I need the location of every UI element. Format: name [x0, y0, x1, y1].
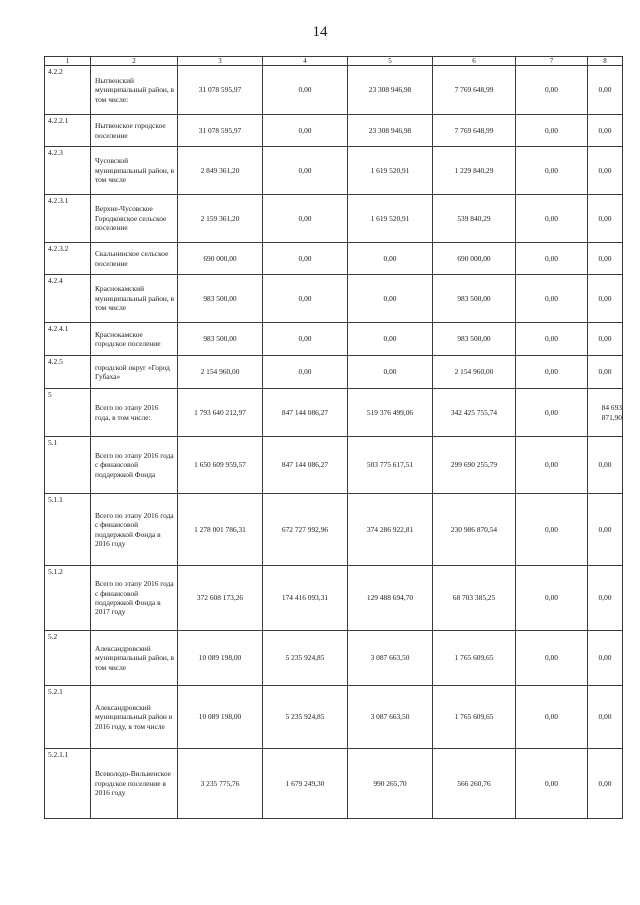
cell-col8-value: 0,00 — [598, 367, 612, 377]
row-number: 4.2.4.1 — [45, 323, 91, 356]
cell-total: 1 793 640 212,97 — [178, 389, 263, 437]
cell-col8-value: 0,00 — [598, 125, 612, 135]
cell-col7: 0,00 — [516, 323, 588, 356]
cell-col7: 0,00 — [516, 356, 588, 389]
cell-regional: 990 265,70 — [348, 749, 433, 819]
row-name: городской округ «Город Губаха» — [91, 356, 178, 389]
cell-col8 — [588, 66, 623, 115]
row-number: 4.2.3.2 — [45, 243, 91, 275]
cell-col8-value: 0,00 — [598, 712, 612, 722]
cell-total: 10 089 198,00 — [178, 686, 263, 749]
cell-fund: 0,00 — [263, 115, 348, 147]
cell-regional: 23 308 946,98 — [348, 115, 433, 147]
row-name: Чусовской муниципальный район, в том числе — [91, 147, 178, 195]
table-row — [45, 66, 623, 115]
cell-total: 690 000,00 — [178, 243, 263, 275]
row-number: 4.2.3.1 — [45, 195, 91, 243]
column-header: 6 — [433, 57, 516, 66]
cell-total: 3 235 775,76 — [178, 749, 263, 819]
cell-fund: 0,00 — [263, 243, 348, 275]
cell-local: 230 986 870,54 — [433, 494, 516, 566]
row-number: 4.2.4 — [45, 275, 91, 323]
cell-col7: 0,00 — [516, 749, 588, 819]
cell-col8-value: 84 693 871,90 — [601, 403, 622, 422]
row-number: 4.2.2.1 — [45, 115, 91, 147]
cell-fund: 1 679 249,30 — [263, 749, 348, 819]
cell-total: 10 089 198,00 — [178, 631, 263, 686]
cell-col8-value: 0,00 — [598, 334, 612, 344]
cell-col7: 0,00 — [516, 115, 588, 147]
cell-col8 — [588, 631, 623, 686]
row-name: Всего по этапу 2016 года, в том числе: — [91, 389, 178, 437]
row-number: 5.1.2 — [45, 566, 91, 631]
table-row — [45, 243, 623, 275]
cell-col8 — [588, 115, 623, 147]
table-row — [45, 631, 623, 686]
cell-fund: 0,00 — [263, 195, 348, 243]
cell-col8 — [588, 437, 623, 494]
cell-regional: 519 376 499,06 — [348, 389, 433, 437]
row-number: 5.2.1 — [45, 686, 91, 749]
cell-col8-value: 0,00 — [598, 165, 612, 175]
row-name: Александровский муниципальный район в 2016 году, в том числе — [91, 686, 178, 749]
row-number: 4.2.5 — [45, 356, 91, 389]
cell-col7: 0,00 — [516, 686, 588, 749]
column-header: 7 — [516, 57, 588, 66]
cell-regional: 3 087 663,50 — [348, 631, 433, 686]
cell-local: 342 425 755,74 — [433, 389, 516, 437]
cell-local: 539 840,29 — [433, 195, 516, 243]
column-number-row — [45, 57, 623, 66]
cell-col8 — [588, 686, 623, 749]
table-row — [45, 437, 623, 494]
cell-col8 — [588, 195, 623, 243]
cell-fund: 0,00 — [263, 147, 348, 195]
table-row — [45, 356, 623, 389]
cell-regional: 129 488 694,70 — [348, 566, 433, 631]
row-name: Нытвенское городское поселение — [91, 115, 178, 147]
cell-local: 68 703 385,25 — [433, 566, 516, 631]
row-name: Всего по этапу 2016 года с финансовой поддержкой Фонда в 2017 году — [91, 566, 178, 631]
row-number: 5.2.1.1 — [45, 749, 91, 819]
cell-col8 — [588, 275, 623, 323]
cell-fund: 174 416 093,31 — [263, 566, 348, 631]
cell-regional: 23 308 946,98 — [348, 66, 433, 115]
row-name: Краснокамский муниципальный район, в том числе — [91, 275, 178, 323]
cell-total: 983 500,00 — [178, 275, 263, 323]
column-header: 1 — [45, 57, 91, 66]
cell-col7: 0,00 — [516, 494, 588, 566]
row-number: 5.2 — [45, 631, 91, 686]
cell-col8-value: 0,00 — [598, 524, 612, 534]
cell-regional: 0,00 — [348, 356, 433, 389]
table-row — [45, 323, 623, 356]
table-row — [45, 195, 623, 243]
cell-col7: 0,00 — [516, 566, 588, 631]
cell-local: 1 765 609,65 — [433, 686, 516, 749]
cell-fund: 0,00 — [263, 356, 348, 389]
row-number: 4.2.2 — [45, 66, 91, 115]
column-header: 3 — [178, 57, 263, 66]
row-number: 5 — [45, 389, 91, 437]
cell-total: 372 608 173,26 — [178, 566, 263, 631]
funding-table — [44, 56, 623, 819]
cell-total: 983 500,00 — [178, 323, 263, 356]
table-row — [45, 686, 623, 749]
row-name: Всего по этапу 2016 года с финансовой поддержкой Фонда — [91, 437, 178, 494]
cell-col8 — [588, 356, 623, 389]
cell-col8-value: 0,00 — [598, 593, 612, 603]
cell-col7: 0,00 — [516, 66, 588, 115]
cell-regional: 1 619 520,91 — [348, 147, 433, 195]
cell-col7: 0,00 — [516, 631, 588, 686]
cell-col8-value: 0,00 — [598, 85, 612, 95]
cell-total: 31 078 595,97 — [178, 115, 263, 147]
row-name: Александровский муниципальный район, в том числе — [91, 631, 178, 686]
cell-local: 983 500,00 — [433, 323, 516, 356]
cell-fund: 847 144 086,27 — [263, 389, 348, 437]
row-number: 5.1.1 — [45, 494, 91, 566]
cell-regional: 1 619 520,91 — [348, 195, 433, 243]
cell-col8-value: 0,00 — [598, 653, 612, 663]
cell-fund: 0,00 — [263, 275, 348, 323]
row-number: 4.2.3 — [45, 147, 91, 195]
table-row — [45, 275, 623, 323]
cell-local: 690 000,00 — [433, 243, 516, 275]
cell-col8-value: 0,00 — [598, 253, 612, 263]
row-name: Всеволодо-Вильвенское городское поселение в 2016 году — [91, 749, 178, 819]
cell-col8 — [588, 749, 623, 819]
row-number: 5.1 — [45, 437, 91, 494]
page-number: 14 — [312, 24, 328, 40]
cell-regional: 0,00 — [348, 275, 433, 323]
cell-col8-value: 0,00 — [598, 778, 612, 788]
column-header: 5 — [348, 57, 433, 66]
cell-local: 7 769 648,99 — [433, 66, 516, 115]
row-name: Верхне-Чусовское Городковское сельское поселение — [91, 195, 178, 243]
row-name: Краснокамское городское поселение — [91, 323, 178, 356]
cell-local: 566 260,76 — [433, 749, 516, 819]
cell-col7: 0,00 — [516, 389, 588, 437]
cell-fund: 0,00 — [263, 66, 348, 115]
cell-col8-value: 0,00 — [598, 293, 612, 303]
table-row — [45, 389, 623, 437]
cell-local: 1 765 609,65 — [433, 631, 516, 686]
cell-col8 — [588, 566, 623, 631]
cell-col7: 0,00 — [516, 275, 588, 323]
table-row — [45, 566, 623, 631]
cell-col8-value: 0,00 — [598, 460, 612, 470]
column-header: 8 — [588, 57, 623, 66]
cell-fund: 0,00 — [263, 323, 348, 356]
cell-total: 2 159 361,20 — [178, 195, 263, 243]
cell-col7: 0,00 — [516, 437, 588, 494]
cell-regional: 0,00 — [348, 243, 433, 275]
cell-col8 — [588, 494, 623, 566]
cell-total: 31 078 595,97 — [178, 66, 263, 115]
cell-col8 — [588, 323, 623, 356]
cell-regional: 503 775 617,51 — [348, 437, 433, 494]
row-name: Нытвенский муниципальный район, в том числе: — [91, 66, 178, 115]
row-name: Скальнинское сельское поселение — [91, 243, 178, 275]
cell-col8 — [588, 243, 623, 275]
cell-col7: 0,00 — [516, 195, 588, 243]
cell-fund: 5 235 924,85 — [263, 631, 348, 686]
cell-total: 1 278 001 786,31 — [178, 494, 263, 566]
cell-fund: 847 144 086,27 — [263, 437, 348, 494]
cell-regional: 3 087 663,50 — [348, 686, 433, 749]
cell-col7: 0,00 — [516, 147, 588, 195]
table-row — [45, 494, 623, 566]
table-row — [45, 147, 623, 195]
table-row — [45, 115, 623, 147]
cell-local: 7 769 648,99 — [433, 115, 516, 147]
cell-local: 1 229 840,29 — [433, 147, 516, 195]
cell-col7: 0,00 — [516, 243, 588, 275]
cell-regional: 0,00 — [348, 323, 433, 356]
cell-col8-value: 0,00 — [598, 213, 612, 223]
cell-local: 299 690 255,79 — [433, 437, 516, 494]
column-header: 4 — [263, 57, 348, 66]
table-row — [45, 749, 623, 819]
cell-regional: 374 286 922,81 — [348, 494, 433, 566]
row-name: Всего по этапу 2016 года с финансовой поддержкой Фонда в 2016 году — [91, 494, 178, 566]
cell-total: 2 849 361,20 — [178, 147, 263, 195]
cell-local: 983 500,00 — [433, 275, 516, 323]
column-header: 2 — [91, 57, 178, 66]
cell-total: 1 650 609 959,57 — [178, 437, 263, 494]
cell-fund: 672 727 992,96 — [263, 494, 348, 566]
cell-col8 — [588, 147, 623, 195]
cell-total: 2 154 960,00 — [178, 356, 263, 389]
cell-fund: 5 235 924,85 — [263, 686, 348, 749]
cell-local: 2 154 960,00 — [433, 356, 516, 389]
cell-col8 — [588, 389, 623, 437]
